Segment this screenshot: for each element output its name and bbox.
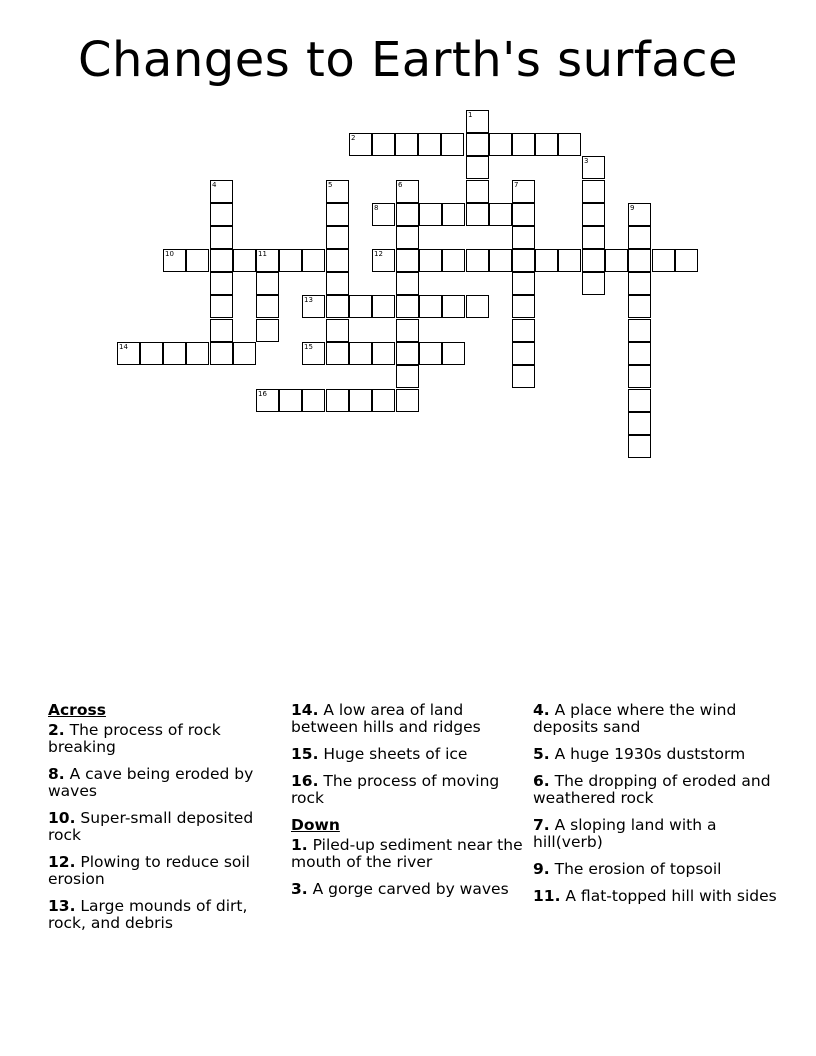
grid-cell[interactable] bbox=[535, 249, 558, 272]
grid-cell[interactable] bbox=[163, 249, 186, 272]
grid-cell[interactable] bbox=[605, 249, 628, 272]
grid-cell[interactable] bbox=[582, 156, 605, 179]
grid-cell[interactable] bbox=[372, 295, 395, 318]
cell-number: 2 bbox=[351, 134, 356, 142]
grid-cell[interactable] bbox=[349, 133, 372, 156]
grid-cell[interactable] bbox=[279, 389, 302, 412]
grid-cell[interactable] bbox=[210, 319, 233, 342]
grid-cell[interactable] bbox=[279, 249, 302, 272]
grid-cell[interactable] bbox=[466, 295, 489, 318]
grid-cell[interactable] bbox=[628, 295, 651, 318]
grid-cell[interactable] bbox=[512, 295, 535, 318]
grid-cell[interactable] bbox=[349, 295, 372, 318]
down-clue-6 bbox=[533, 773, 783, 807]
across-clue-12 bbox=[48, 854, 284, 888]
cell-number: 1 bbox=[468, 111, 473, 119]
grid-cell[interactable] bbox=[442, 249, 465, 272]
cell-number: 15 bbox=[304, 343, 313, 351]
grid-cell[interactable] bbox=[186, 249, 209, 272]
across-clue-13 bbox=[48, 898, 284, 932]
cell-number: 16 bbox=[258, 390, 267, 398]
grid-cell[interactable] bbox=[512, 203, 535, 226]
grid-cell[interactable] bbox=[628, 342, 651, 365]
grid-cell[interactable] bbox=[117, 342, 140, 365]
grid-cell[interactable] bbox=[326, 319, 349, 342]
grid-cell[interactable] bbox=[535, 133, 558, 156]
grid-cell[interactable] bbox=[558, 133, 581, 156]
clue-number: 5. bbox=[533, 745, 550, 763]
grid-cell[interactable] bbox=[210, 226, 233, 249]
grid-cell[interactable] bbox=[582, 180, 605, 203]
clue-number: 15. bbox=[291, 745, 319, 763]
clue-number: 10. bbox=[48, 809, 76, 827]
cell-number: 4 bbox=[212, 181, 217, 189]
grid-cell[interactable] bbox=[466, 156, 489, 179]
grid-cell[interactable] bbox=[489, 133, 512, 156]
grid-cell[interactable] bbox=[419, 203, 442, 226]
grid-cell[interactable] bbox=[326, 180, 349, 203]
across-clue-10 bbox=[48, 810, 284, 844]
grid-cell[interactable] bbox=[396, 342, 419, 365]
grid-cell[interactable] bbox=[396, 180, 419, 203]
clue-number: 12. bbox=[48, 853, 76, 871]
clue-text: Plowing to reduce soil erosion bbox=[48, 853, 250, 888]
clues-column-3 bbox=[533, 702, 783, 915]
clue-number: 14. bbox=[291, 701, 319, 719]
grid-cell[interactable] bbox=[233, 342, 256, 365]
grid-cell[interactable] bbox=[349, 342, 372, 365]
grid-cell[interactable] bbox=[396, 365, 419, 388]
across-clue-14 bbox=[291, 702, 527, 736]
grid-cell[interactable] bbox=[395, 133, 418, 156]
grid-cell[interactable] bbox=[512, 133, 535, 156]
grid-cell[interactable] bbox=[349, 389, 372, 412]
grid-cell[interactable] bbox=[441, 133, 464, 156]
grid-cell[interactable] bbox=[210, 295, 233, 318]
grid-cell[interactable] bbox=[442, 295, 465, 318]
grid-cell[interactable] bbox=[512, 365, 535, 388]
grid-cell[interactable] bbox=[489, 203, 512, 226]
grid-cell[interactable] bbox=[582, 203, 605, 226]
grid-cell[interactable] bbox=[372, 389, 395, 412]
clue-number: 6. bbox=[533, 772, 550, 790]
grid-cell[interactable] bbox=[186, 342, 209, 365]
cell-number: 8 bbox=[374, 204, 379, 212]
grid-cell[interactable] bbox=[628, 412, 651, 435]
grid-cell[interactable] bbox=[256, 249, 279, 272]
clues-column-1 bbox=[48, 702, 284, 942]
clue-text: The process of rock breaking bbox=[48, 721, 221, 756]
clue-number: 8. bbox=[48, 765, 65, 783]
grid-cell[interactable] bbox=[512, 319, 535, 342]
grid-cell[interactable] bbox=[326, 249, 349, 272]
down-clue-11 bbox=[533, 888, 783, 905]
clue-text: Large mounds of dirt, rock, and debris bbox=[48, 897, 248, 932]
grid-cell[interactable] bbox=[372, 133, 395, 156]
cell-number: 14 bbox=[119, 343, 128, 351]
grid-cell[interactable] bbox=[628, 272, 651, 295]
page-title: Changes to Earth's surface bbox=[77, 32, 739, 88]
clue-text: Piled-up sediment near the mouth of the river bbox=[291, 836, 523, 871]
across-clue-8 bbox=[48, 766, 284, 800]
crossword-grid bbox=[0, 0, 816, 470]
grid-cell[interactable] bbox=[302, 249, 325, 272]
grid-cell[interactable] bbox=[582, 272, 605, 295]
grid-cell[interactable] bbox=[466, 110, 489, 133]
grid-cell[interactable] bbox=[396, 272, 419, 295]
cell-number: 5 bbox=[328, 181, 333, 189]
grid-cell[interactable] bbox=[512, 180, 535, 203]
grid-cell[interactable] bbox=[419, 249, 442, 272]
grid-cell[interactable] bbox=[140, 342, 163, 365]
grid-cell[interactable] bbox=[418, 133, 441, 156]
clue-number: 4. bbox=[533, 701, 550, 719]
clue-text: A huge 1930s duststorm bbox=[554, 745, 746, 763]
grid-cell[interactable] bbox=[372, 249, 395, 272]
grid-cell[interactable] bbox=[628, 365, 651, 388]
grid-cell[interactable] bbox=[326, 389, 349, 412]
grid-cell[interactable] bbox=[628, 226, 651, 249]
clues-column-2 bbox=[291, 702, 527, 908]
grid-cell[interactable] bbox=[396, 295, 419, 318]
grid-cell[interactable] bbox=[628, 319, 651, 342]
grid-cell[interactable] bbox=[326, 226, 349, 249]
grid-cell[interactable] bbox=[210, 272, 233, 295]
clue-number: 16. bbox=[291, 772, 319, 790]
grid-cell[interactable] bbox=[163, 342, 186, 365]
clue-text: A gorge carved by waves bbox=[312, 880, 509, 898]
cell-number: 3 bbox=[584, 157, 589, 165]
grid-cell[interactable] bbox=[582, 226, 605, 249]
grid-cell[interactable] bbox=[628, 435, 651, 458]
grid-cell[interactable] bbox=[442, 342, 465, 365]
grid-cell[interactable] bbox=[256, 389, 279, 412]
down-clue-3 bbox=[291, 881, 527, 898]
grid-cell[interactable] bbox=[302, 389, 325, 412]
across-clue-16 bbox=[291, 773, 527, 807]
grid-cell[interactable] bbox=[210, 180, 233, 203]
grid-cell[interactable] bbox=[396, 226, 419, 249]
grid-cell[interactable] bbox=[372, 342, 395, 365]
clue-text: A low area of land between hills and ridges bbox=[291, 701, 481, 736]
cell-number: 10 bbox=[165, 250, 174, 258]
across-clue-15 bbox=[291, 746, 527, 763]
cell-number: 7 bbox=[514, 181, 519, 189]
grid-cell[interactable] bbox=[489, 249, 512, 272]
cell-number: 6 bbox=[398, 181, 403, 189]
grid-cell[interactable] bbox=[396, 319, 419, 342]
clue-number: 11. bbox=[533, 887, 561, 905]
clue-text: A cave being eroded by waves bbox=[48, 765, 254, 800]
grid-cell[interactable] bbox=[442, 203, 465, 226]
cell-number: 12 bbox=[374, 250, 383, 258]
down-clue-9 bbox=[533, 861, 783, 878]
grid-cell[interactable] bbox=[466, 203, 489, 226]
clue-number: 9. bbox=[533, 860, 550, 878]
grid-cell[interactable] bbox=[396, 249, 419, 272]
grid-cell[interactable] bbox=[675, 249, 698, 272]
grid-cell[interactable] bbox=[256, 319, 279, 342]
clue-text: The dropping of eroded and weathered rock bbox=[533, 772, 771, 807]
grid-cell[interactable] bbox=[233, 249, 256, 272]
clue-number: 7. bbox=[533, 816, 550, 834]
grid-cell[interactable] bbox=[396, 389, 419, 412]
cell-number: 13 bbox=[304, 296, 313, 304]
grid-cell[interactable] bbox=[628, 389, 651, 412]
across-clue-2 bbox=[48, 722, 284, 756]
down-heading: Down bbox=[291, 816, 340, 834]
clue-text: The erosion of topsoil bbox=[554, 860, 722, 878]
grid-cell[interactable] bbox=[419, 295, 442, 318]
clue-number: 1. bbox=[291, 836, 308, 854]
grid-cell[interactable] bbox=[302, 295, 325, 318]
clue-number: 3. bbox=[291, 880, 308, 898]
clue-number: 13. bbox=[48, 897, 76, 915]
grid-cell[interactable] bbox=[628, 249, 651, 272]
down-clue-7 bbox=[533, 817, 783, 851]
grid-cell[interactable] bbox=[326, 342, 349, 365]
grid-cell[interactable] bbox=[210, 203, 233, 226]
clue-text: A flat-topped hill with sides bbox=[565, 887, 777, 905]
clue-text: Super-small deposited rock bbox=[48, 809, 254, 844]
cell-number: 11 bbox=[258, 250, 267, 258]
clue-text: A sloping land with a hill(verb) bbox=[533, 816, 717, 851]
grid-cell[interactable] bbox=[419, 342, 442, 365]
grid-cell[interactable] bbox=[326, 272, 349, 295]
grid-cell[interactable] bbox=[256, 272, 279, 295]
down-clue-5 bbox=[533, 746, 783, 763]
down-clue-4 bbox=[533, 702, 783, 736]
clue-number: 2. bbox=[48, 721, 65, 739]
grid-cell[interactable] bbox=[396, 203, 419, 226]
grid-cell[interactable] bbox=[512, 272, 535, 295]
clue-text: Huge sheets of ice bbox=[323, 745, 468, 763]
grid-cell[interactable] bbox=[210, 342, 233, 365]
grid-cell[interactable] bbox=[256, 295, 279, 318]
grid-cell[interactable] bbox=[210, 249, 233, 272]
grid-cell[interactable] bbox=[326, 203, 349, 226]
grid-cell[interactable] bbox=[466, 249, 489, 272]
grid-cell[interactable] bbox=[582, 249, 605, 272]
across-heading: Across bbox=[48, 701, 106, 719]
grid-cell[interactable] bbox=[302, 342, 325, 365]
grid-cell[interactable] bbox=[512, 342, 535, 365]
grid-cell[interactable] bbox=[466, 180, 489, 203]
grid-cell[interactable] bbox=[326, 295, 349, 318]
clue-text: The process of moving rock bbox=[291, 772, 500, 807]
down-clue-1 bbox=[291, 837, 527, 871]
clue-text: A place where the wind deposits sand bbox=[533, 701, 737, 736]
grid-cell[interactable] bbox=[466, 133, 489, 156]
grid-cell[interactable] bbox=[372, 203, 395, 226]
grid-cell[interactable] bbox=[652, 249, 675, 272]
grid-cell[interactable] bbox=[512, 226, 535, 249]
grid-cell[interactable] bbox=[558, 249, 581, 272]
grid-cell[interactable] bbox=[628, 203, 651, 226]
grid-cell[interactable] bbox=[512, 249, 535, 272]
cell-number: 9 bbox=[630, 204, 635, 212]
